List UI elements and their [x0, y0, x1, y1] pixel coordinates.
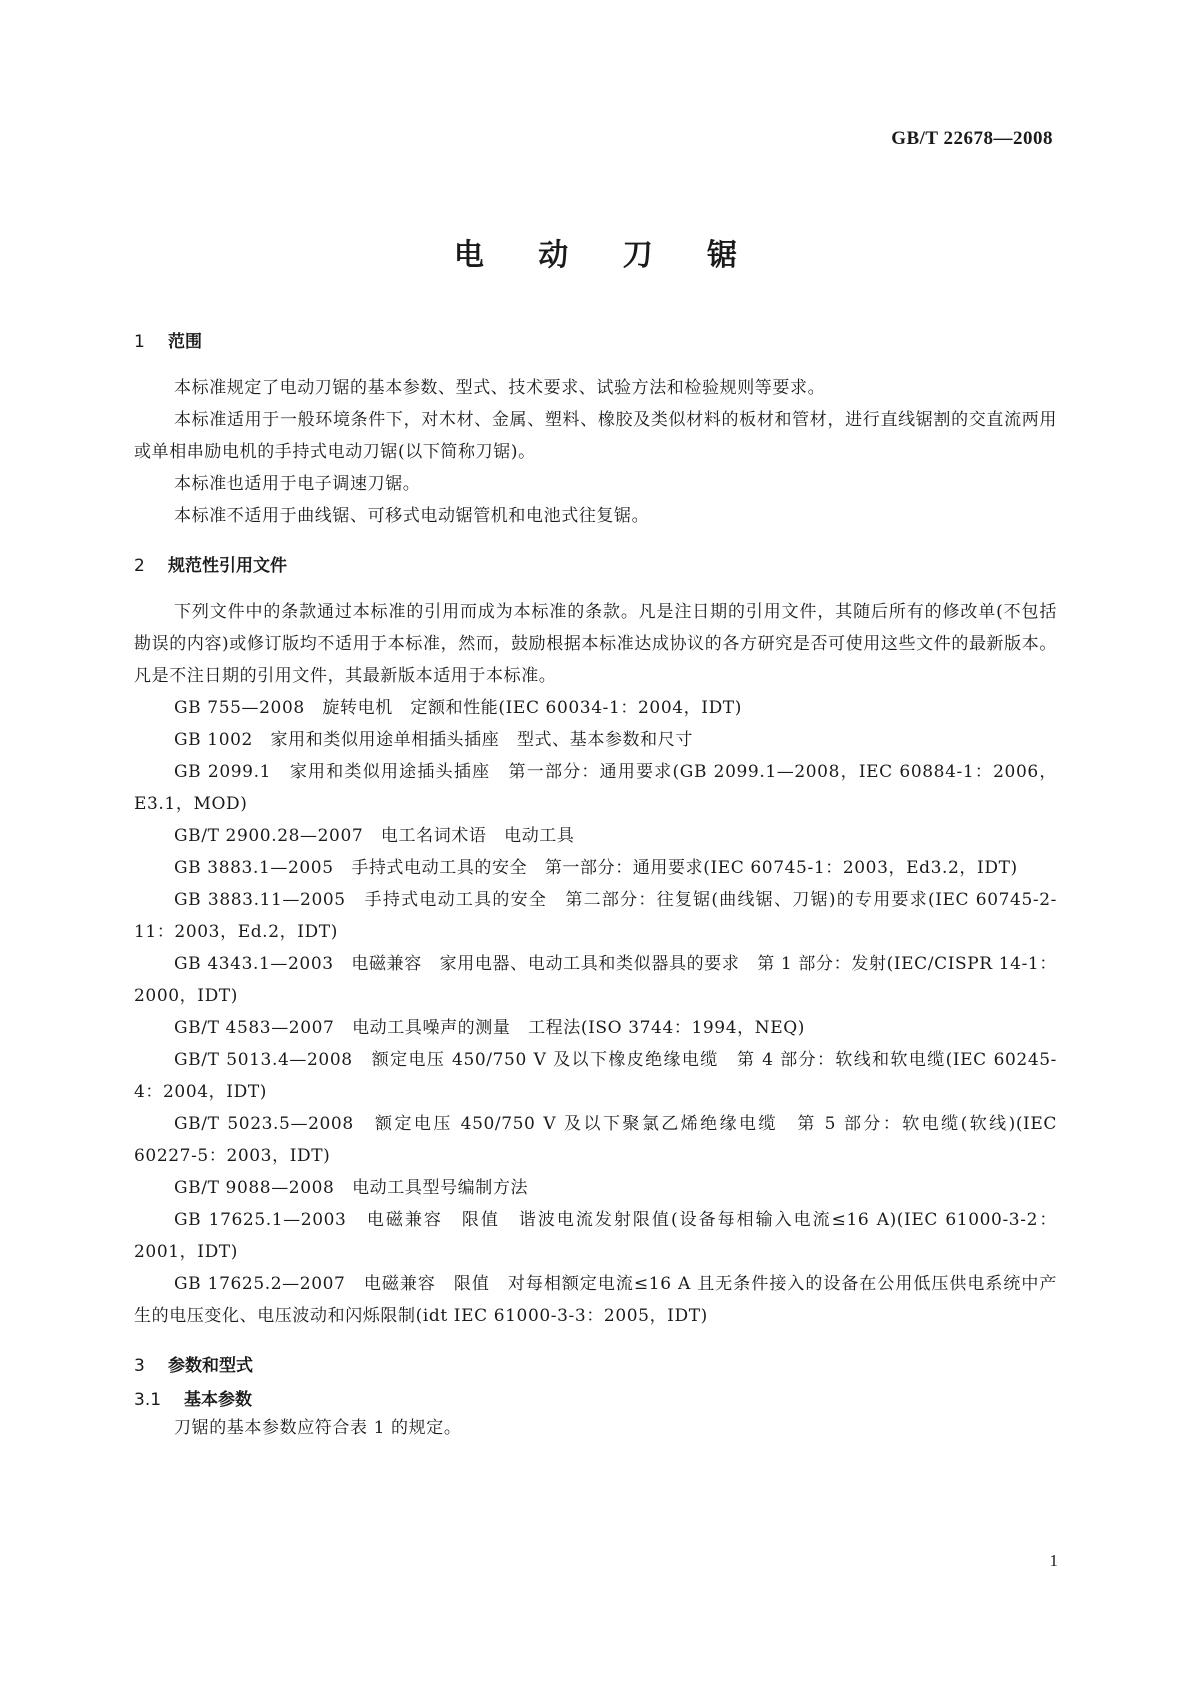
subsection-title: 基本参数: [184, 1390, 252, 1410]
reference-item: GB 755—2008 旋转电机 定额和性能(IEC 60034-1：2004，IDT): [174, 698, 742, 718]
reference-item: GB/T 5013.4—2008 额定电压 450/750 V 及以下橡皮绝缘电缆 第 4 部分：软线和软电缆(IEC 60245-4：2004，IDT): [134, 1050, 1057, 1102]
reference-item: GB 4343.1—2003 电磁兼容 家用电器、电动工具和类似器具的要求 第 1 部分：发射(IEC/CISPR 14-1：2000，IDT): [134, 954, 1057, 1006]
reference-item: GB/T 2900.28—2007 电工名词术语 电动工具: [174, 826, 575, 846]
reference-item: GB/T 9088—2008 电动工具型号编制方法: [174, 1178, 529, 1198]
section-number: 2: [134, 556, 145, 576]
reference-item: GB 1002 家用和类似用途单相插头插座 型式、基本参数和尺寸: [174, 730, 693, 750]
section-title: 规范性引用文件: [168, 556, 287, 576]
subsection-3-1-heading: [134, 1388, 1057, 1412]
reference-item: GB 17625.1—2003 电磁兼容 限值 谐波电流发射限值(设备每相输入电流≤16 A)(IEC 61000-3-2：2001，IDT): [134, 1210, 1057, 1262]
section-title: 范围: [168, 332, 202, 352]
section-3-heading: [134, 1354, 1057, 1378]
standard-number: GB/T 22678—2008: [891, 128, 1053, 149]
paragraph: 下列文件中的条款通过本标准的引用而成为本标准的条款。凡是注日期的引用文件，其随后所有的修改单(不包括勘误的内容)或修订版均不适用于本标准，然而，鼓励根据本标准达成协议的各方研究是否可使用这些文件的最新版本。凡是不注日期的引用文件，其最新版本适用于本标准。: [134, 602, 1057, 686]
section-1-heading: [134, 330, 1057, 354]
reference-item: GB 3883.1—2005 手持式电动工具的安全 第一部分：通用要求(IEC 60745-1：2003，Ed3.2，IDT): [174, 858, 1018, 878]
paragraph: 本标准也适用于电子调速刀锯。: [174, 474, 421, 494]
paragraph: 本标准适用于一般环境条件下，对木材、金属、塑料、橡胶及类似材料的板材和管材，进行直线锯割的交直流两用或单相串励电机的手持式电动刀锯(以下简称刀锯)。: [134, 410, 1057, 462]
reference-item: GB 3883.11—2005 手持式电动工具的安全 第二部分：往复锯(曲线锯、刀锯)的专用要求(IEC 60745-2-11：2003，Ed.2，IDT): [134, 890, 1057, 942]
reference-item: GB/T 4583—2007 电动工具噪声的测量 工程法(ISO 3744：1994，NEQ): [174, 1018, 805, 1038]
section-2-heading: [134, 554, 1057, 578]
reference-item: GB/T 5023.5—2008 额定电压 450/750 V 及以下聚氯乙烯绝缘电缆 第 5 部分：软电缆(软线)(IEC 60227-5：2003，IDT): [134, 1114, 1057, 1166]
paragraph: 刀锯的基本参数应符合表 1 的规定。: [174, 1418, 462, 1438]
document-title: 电 动 刀 锯: [453, 238, 760, 273]
page-number: 1: [1049, 1551, 1058, 1570]
section-number: 1: [134, 332, 145, 352]
subsection-number: 3.1: [134, 1390, 162, 1410]
reference-item: GB 17625.2—2007 电磁兼容 限值 对每相额定电流≤16 A 且无条件接入的设备在公用低压供电系统中产生的电压变化、电压波动和闪烁限制(idt IEC 61000-3-3：2005，IDT): [134, 1274, 1057, 1326]
section-title: 参数和型式: [168, 1356, 253, 1376]
paragraph: 本标准不适用于曲线锯、可移式电动锯管机和电池式往复锯。: [174, 506, 650, 526]
paragraph: 本标准规定了电动刀锯的基本参数、型式、技术要求、试验方法和检验规则等要求。: [174, 378, 826, 398]
document-body: [134, 330, 1057, 1444]
reference-item: GB 2099.1 家用和类似用途插头插座 第一部分：通用要求(GB 2099.1—2008，IEC 60884-1：2006，E3.1，MOD): [134, 762, 1057, 814]
section-number: 3: [134, 1356, 145, 1376]
